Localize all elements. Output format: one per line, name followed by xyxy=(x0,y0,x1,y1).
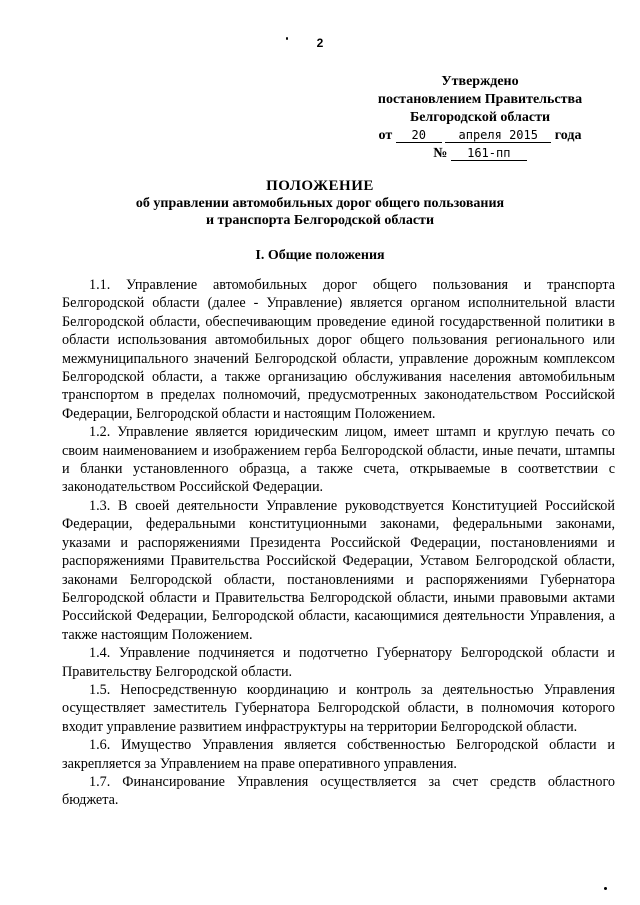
section-body xyxy=(62,276,615,810)
page-number: 2 xyxy=(316,36,324,50)
document-title-subtitle-1: об управлении автомобильных дорог общего пользования xyxy=(135,196,505,211)
approval-number-line xyxy=(360,145,600,163)
approval-line-region: Белгородской области xyxy=(409,110,551,125)
paragraph-1-7: 1.7. Финансирование Управления осуществляется за счет средств областного бюджета. xyxy=(62,773,615,809)
approval-line-approved: Утверждено xyxy=(441,74,519,89)
paragraph-1-2: 1.2. Управление является юридическим лицом, имеет штамп и круглую печать со своим наименованием и изображением герба Белгородской области, иные печати, штампы и бланки установленного образца, а также счета, открываемые в соответствии с законодательством Российской Федерации. xyxy=(62,424,615,496)
document-title-main: ПОЛОЖЕНИЕ xyxy=(266,178,374,194)
scan-speck xyxy=(286,37,288,40)
paragraph-1-4: 1.4. Управление подчиняется и подотчетно Губернатору Белгородской области и Правительству Белгородской области. xyxy=(62,645,615,680)
paragraph-1-1: 1.1. Управление автомобильных дорог общего пользования и транспорта Белгородской области (далее - Управление) является органом исполнительной власти Белгородской области, обеспечивающим проведение единой государственной политики в области использования автомобильных дорог общего пользования регионального или межмуниципального значений Белгородской области, управление дорожным комплексом Белгородской области, а также организацию обслуживания населения автомобильным транспортом в пределах полномочий, предусмотренных законодательством Российской Федерации, Белгородской области и настоящим Положением. xyxy=(62,277,615,422)
approval-date-month-year: апреля 2015 xyxy=(445,128,551,143)
paragraph-1-3: 1.3. В своей деятельности Управление руководствуется Конституцией Российской Федерации, федеральными конституционными законами, федеральными законами, указами и распоряжениями Президента Российской Федерации, постановлениями и распоряжениями Правительства Российской Федерации, Уставом Белгородской области, законами Белгородской области, постановлениями и распоряжениями Губернатора Белгородской области и Правительства Белгородской области, иными правовыми актами Российской Федерации, Белгородской области, касающимися деятельности Управления, а также настоящим Положением. xyxy=(62,497,615,643)
approval-number-value: 161-пп xyxy=(451,146,527,161)
paragraph-1-5: 1.5. Непосредственную координацию и контроль за деятельностью Управления осуществляет заместитель Губернатора Белгородской области, в полномочия которого входит управление развитием инфраструктуры на территории Белгородской области. xyxy=(62,681,615,735)
paragraph-1-6: 1.6. Имущество Управления является собственностью Белгородской области и закрепляется за Управлением на праве оперативного управления. xyxy=(62,737,615,772)
approval-date-suffix: года xyxy=(554,128,582,143)
approval-line-resolution: постановлением Правительства xyxy=(377,92,583,107)
approval-block xyxy=(360,73,600,163)
document-title-subtitle-2: и транспорта Белгородской области xyxy=(205,213,435,228)
scan-speck xyxy=(604,887,607,890)
approval-number-prefix: № xyxy=(433,146,448,161)
document-title xyxy=(40,178,600,229)
approval-date-line xyxy=(360,127,600,145)
section-heading: I. Общие положения xyxy=(255,248,385,263)
approval-date-day: 20 xyxy=(396,128,442,143)
approval-date-prefix: от xyxy=(378,128,393,143)
